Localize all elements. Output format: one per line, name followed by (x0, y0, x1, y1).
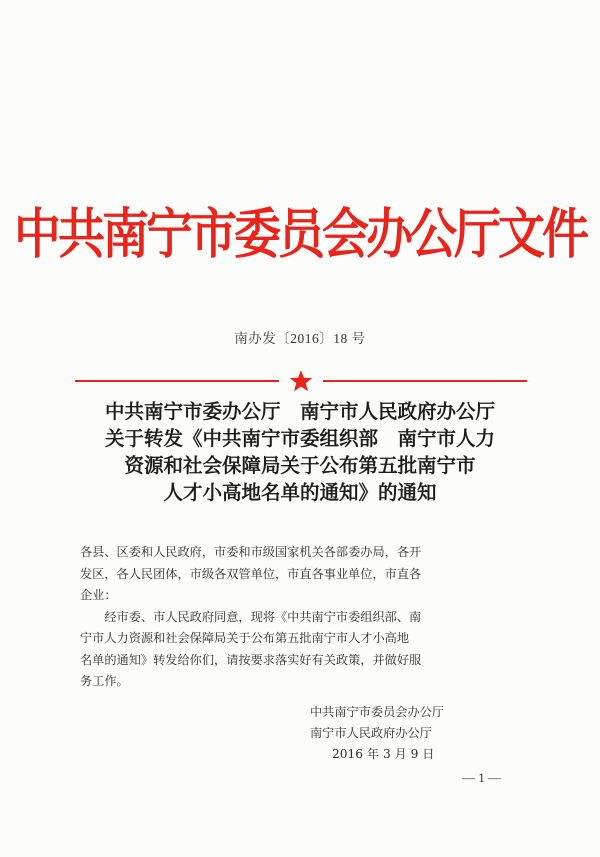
title-line: 人才小高地名单的通知》的通知 (163, 481, 437, 504)
addressee (80, 542, 530, 607)
body-line: 务工作。 (80, 674, 129, 688)
divider-line-right (323, 380, 527, 382)
divider-line-left (75, 380, 279, 382)
signature-block (310, 702, 510, 765)
body-line: 宁市人力资源和社会保障局关于公布第五批南宁市人才小高地 (80, 631, 410, 645)
document-number: 南办发〔2016〕18 号 (234, 331, 366, 346)
body-line: 名单的通知》转发给你们，请按要求落实好有关政策，并做好服 (80, 652, 422, 667)
title-line: 中共南宁市委办公厅 南宁市人民政府办公厅 (104, 400, 495, 423)
page-number: — 1 — (462, 770, 501, 785)
document-body (80, 542, 530, 693)
document-title (60, 398, 540, 506)
issuing-org: 南宁市人民政府办公厅 (310, 726, 432, 740)
title-line: 资源和社会保障局关于公布第五批南宁市 (124, 454, 476, 477)
body-line: 发区，各人民团体，市级各双管单位，市直各事业单位，市直各 (80, 566, 422, 581)
body-line: 经市委、市人民政府同意，现将《中共南宁市委组织部、南 (80, 609, 422, 624)
red-divider (75, 372, 527, 392)
star-icon (289, 369, 313, 393)
body-line: 各县、区委和人民政府，市委和市级国家机关各部委办局，各开 (80, 545, 422, 559)
document-masthead: 中共南宁市委员会办公厅文件 (14, 202, 586, 267)
body-line: 企业： (80, 588, 117, 602)
issuing-org: 中共南宁市委员会办公厅 (310, 705, 445, 719)
title-line: 关于转发《中共南宁市委组织部 南宁市人力 (104, 427, 495, 450)
issue-date: 2016 年 3 月 9 日 (332, 747, 435, 761)
body-paragraph (80, 607, 530, 693)
